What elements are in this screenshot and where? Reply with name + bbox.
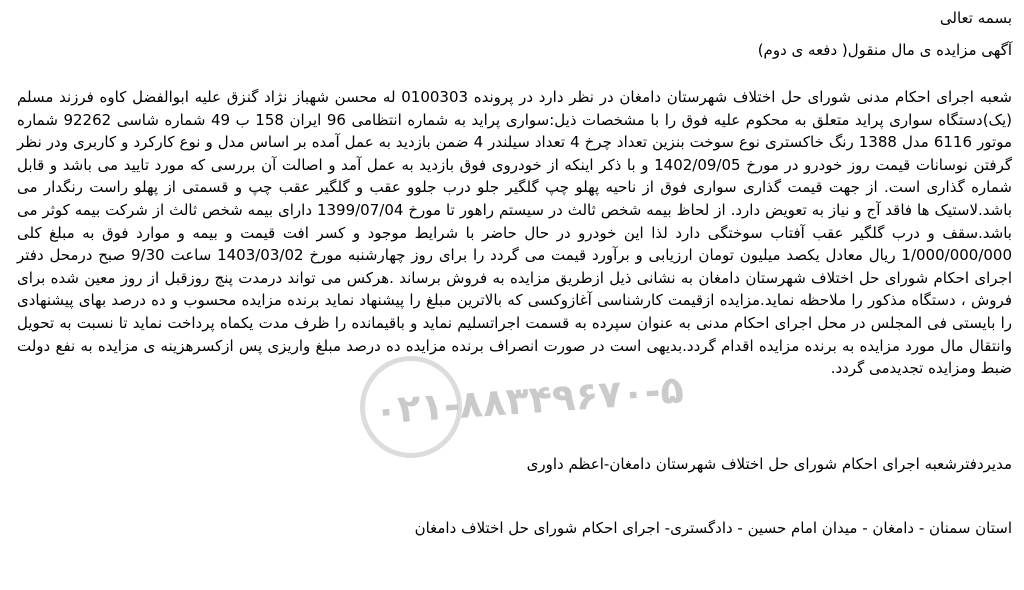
notice-title: آگهی مزایده ی مال منقول( دفعه ی دوم) (757, 41, 1012, 59)
office-address-line: استان سمنان - دامغان - میدان امام حسین - دادگستری- اجرای احکام شورای حل اختلاف دامغان (414, 519, 1012, 537)
watermark-phone-number: ۰۲۱-۸۸۳۴۹۶۷۰-۵ (372, 367, 686, 433)
basmala-heading: بسمه تعالی (939, 9, 1012, 27)
notice-body-paragraph: شعبه اجرای احکام مدنی شورای حل اختلاف شهرستان دامغان در نظر دارد در پرونده 0100303 له محسن شهباز نژاد گنزق علیه ابوالفضل کاوه فرزند مسلم (یک)دستگاه سواری پراید متعلق به محکوم علیه فوق را با مشخصات ذیل:سواری پراید به شماره انتظامی 96 ایران 158 ب 49 شماره شاسی 92262 شماره موتور 6116 مدل 1388 رنگ خاکستری نوع سوخت بنزین تعداد چرخ 4 تعداد سیلندر 4 ضمن بازدید به عمل آمده بر اساس مدل و نوع کارکرد و کاربری ودر نظر گرفتن نوسانات قیمت روز خودرو در مورخ 1402/09/05 و با ذکر اینکه از خودروی فوق بازدید به عمل آمد و اصالت آن بررسی که مورد تایید می باشد و قابل شماره گذاری است. از جهت قیمت گذاری سواری فوق از ناحیه پهلو چپ گلگیر جلو درب جلوو عقب و گلگیر عقب چپ و قسمتی از پهلو راست رنگدار می باشد.لاستیک ها فاقد آج و نیاز به تعویض دارد. از لحاظ بیمه شخص ثالث در سیستم راهور تا مورخ 1399/07/04 دارای بیمه شخص ثالث از شرکت بیمه کوثر می باشد.سقف و درب گلگیر عقب آفتاب سوختگی دارد لذا این خودرو در حال حاضر با شرایط موجود و کسر افت قیمت و بیمه و موارد فوق به مبلغ کلی 1/000/000/000 ریال معادل یکصد میلیون تومان ارزیابی و برآورد قیمت می گردد را برای روز چهارشنبه مورخ 1403/03/02 ساعت 9/30 صبح درمحل دفتر اجرای احکام شورای حل اختلاف شهرستان دامغان به نشانی ذیل ازطریق مزایده به فروش برساند .هرکس می تواند درمدت پنج روزقبل از روز معین شده برای فروش ، دستگاه مذکور را ملاحظه نماید.مزایده ازقیمت کارشناسی آغازوکسی که بالاترین مبلغ را پیشنهاد نماید برنده مزایده محسوب و ده درصد بهای پیشنهادی را بایستی فی المجلس در محل اجرای احکام مدنی به عنوان سپرده به قسمت اجراتسلیم نماید و باقیمانده را ظرف مدت یکماه پرداخت نماید تا نسبت به تحویل وانتقال مال مورد مزایده به برنده مزایده اقدام گردد.بدیهی است در صورت انصراف برنده مزایده ده درصد مبلغ واریزی پس ازکسرهزینه ی مزایده به نفع دولت ضبط ومزایده تجدیدمی گردد. (17, 88, 1013, 378)
office-manager-signature-line: مدیردفترشعبه اجرای احکام شورای حل اختلاف شهرستان دامغان-اعظم داوری (526, 455, 1012, 473)
